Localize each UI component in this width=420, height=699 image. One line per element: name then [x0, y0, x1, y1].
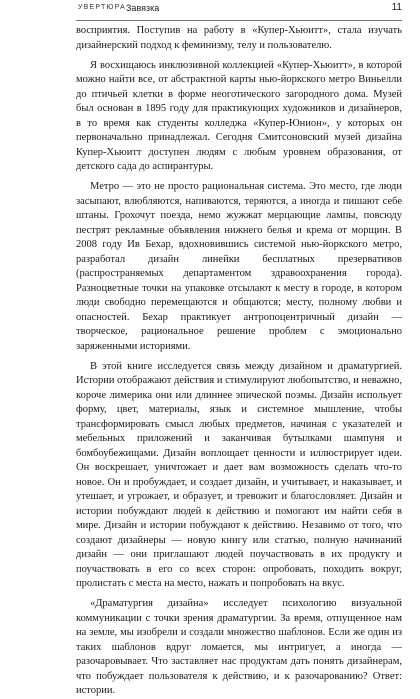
paragraph-dramaturgy: «Драматургия дизайна» исследует психологию визуальной коммуникации с точки зрения драматургии. За время, отпущенное нам на земле, мы изобрели и создали множество шаблонов. Если же один из таких шаблонов вдруг ломается, мы интригует, а иногда — разочаровывает. Что заставляет нас продуктам дать понять дизайнерам, что побуждает пользователя к действию, и к разочарованию? Ответ: истории.	[76, 598, 402, 696]
page-body	[76, 21, 402, 699]
running-header	[76, 0, 402, 21]
paragraph-book-theme: В этой книге исследуется связь между дизайном и драматургией. Истории отображают действия и стимулируют любопытство, и неважно, короче лимерика они или длиннее эпической поэмы. Дизайн испольует форму, цвет, материалы, язык и системное мышление, чтобы трансформировать смысл любых предметов, начиная с указателей и мебельных приложений и заканчивая бутылками шампуня и бомбоубежищами. Дизайн воплощает ценности и иллюстрирует идеи. Он воскрешает, уничтожает и дает вам возможность сделать что-то новое. Он и пробуждает, и создает дизайн, и учитывает, и наказывает, и утешает, и угрожает, и образует, и тревожит и благословляет. Дизайн и истории побуждают людей к действию и помогают им найти себя в мире. Дизайн и истории побуждают к действию. Незавимо от того, что создают дизайнеры — новую книгу или статью, полную начинаний дизайн — они приглашают людей поучаствовать в их продукту и поучаствовать в его со всех сторон: опробовать, походить вокруг, пролистать с места на место, нажать и попробовать на вкус.	[76, 360, 402, 589]
paragraph-metro: Метро — это не просто рациональная система. Это место, где люди засыпают, влюбляются, напиваются, теряются, а иногда и пишают себе штаны. Грохочут поезда, немо жужжат мерцающие лампы, повсюду пестрят рекламные объявления нижнего белья и крема от морщин. В 2008 году Ив Бехар, вдохновившись системой нью-йоркского метро, разработал дизайн линейки бесплатных презервативов (распространяемых департаментом здравоохранения города). Разноцветные точки на упаковке отсылают к месту в городе, в котором люди свободно перемещаются и общаются; месту, полному любви и опасностей. Бехар практикует антропоцентричный дизайн — творческое, рациональное решение проблем с эмоционально заряженными историями.	[76, 181, 402, 352]
section-label: УВЕРТЮРА	[78, 4, 126, 11]
paragraph-cooper-hewitt: Я восхищаюсь инклюзивной коллекцией «Купер-Хьюитт», в которой можно найти все, от абстрактной карты нью-йоркского метро Виньелли до птичьей клетки в форме неоготического загородного дома. Музей был основан в 1895 году для практикующих художников и дизайнеров, в то время как студенты колледжа «Купер-Юнион», у которых он первоначально принадлежал. Сегодня Смитсоновский музей дизайна Купер-Хьюитт доступен людям с любым уровнем образования, от детского сада до аспирантуры.	[76, 59, 402, 172]
paragraph-continued: восприятия. Поступив на работу в «Купер-Хьюитт», стала изучать дизайнерский подход к феминизму, телу и пользователю.	[76, 25, 402, 51]
page-number: 11	[391, 2, 402, 13]
chapter-title: Завязка	[126, 3, 160, 13]
